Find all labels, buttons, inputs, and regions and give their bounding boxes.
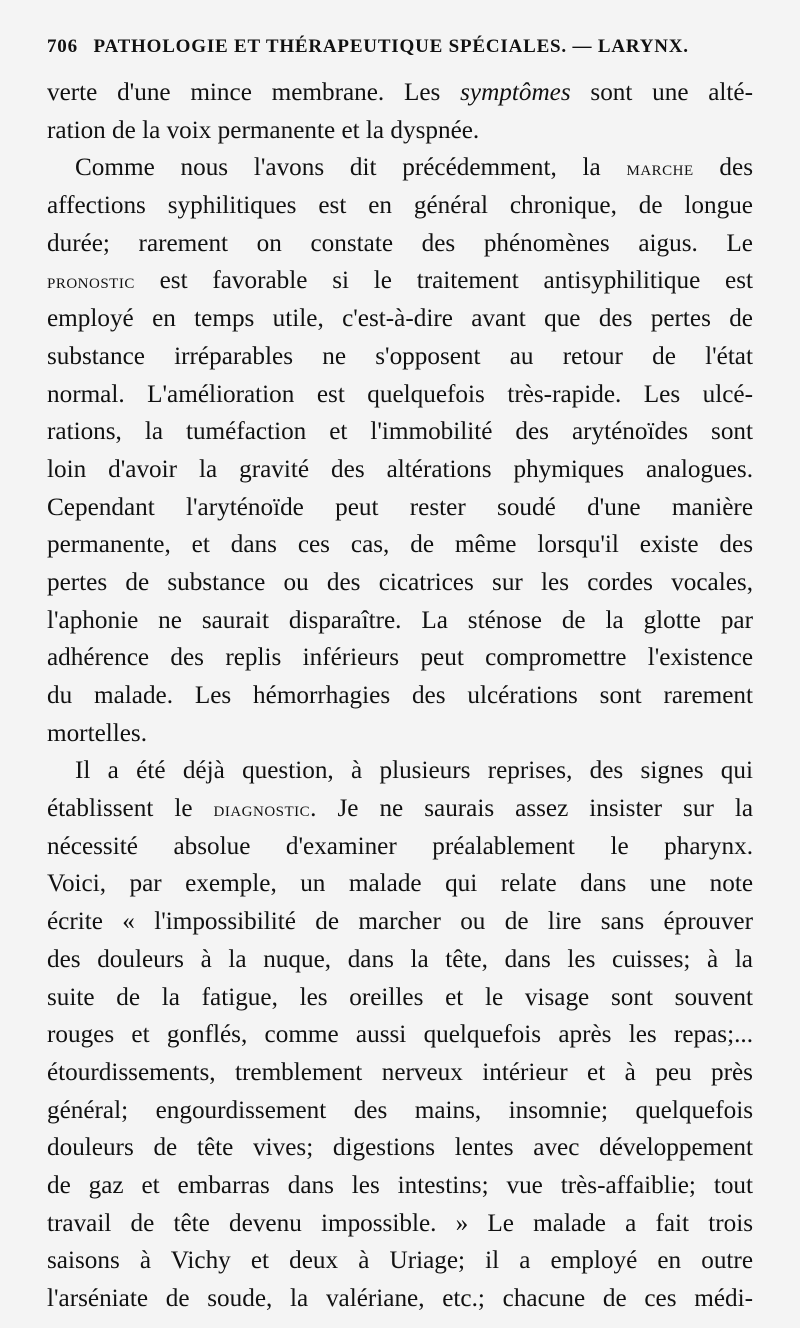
text-run: sont une alté- [570, 79, 753, 106]
text-run: Il a été déjà question, à plusieurs reprises, des signes qui [75, 757, 753, 785]
text-line [47, 865, 753, 903]
text-line [47, 225, 753, 263]
text-run: adhérence des replis inférieurs peut compromettre l'existence [47, 644, 753, 672]
text-run: suite de la fatigue, les oreilles et le visage sont souvent [47, 983, 753, 1011]
text-line [47, 489, 753, 527]
text-run: est favorable si le traitement antisyphilitique est [134, 267, 753, 295]
text-run: écrite « l'impossibilité de marcher ou de lire sans éprouver [47, 908, 753, 936]
text-line [47, 112, 753, 150]
text-line [47, 941, 753, 979]
text-line [47, 1054, 753, 1092]
text-run: rouges et gonflés, comme aussi quelquefois après les repas;... [47, 1021, 753, 1049]
text-run: de gaz et embarras dans les intestins; vue très-affaiblie; tout [47, 1171, 753, 1199]
text-run: étourdissements, tremblement nerveux intérieur et à peu près [47, 1058, 753, 1086]
text-run: . Je ne saurais assez insister sur la [310, 795, 754, 823]
text-line [47, 187, 753, 225]
text-run: mortelles. [47, 719, 148, 747]
text-run: douleurs de tête vives; digestions lentes avec développement [47, 1134, 753, 1162]
body-text [47, 74, 753, 1318]
text-run: verte d'une mince membrane. Les [47, 79, 461, 106]
text-run: nécessité absolue d'examiner préalablement le pharynx. [47, 832, 753, 860]
text-run: pertes de substance ou des cicatrices sur les cordes vocales, [47, 568, 753, 596]
text-run: normal. L'amélioration est quelquefois très-rapide. Les ulcé- [47, 380, 753, 408]
text-run: établissent le [47, 795, 214, 823]
text-run: Voici, par exemple, un malade qui relate dans une note [47, 870, 753, 898]
text-line [47, 262, 753, 300]
text-run: Comme nous l'avons dit précédemment, la [75, 154, 627, 182]
italic-term: symptômes [460, 79, 571, 106]
small-caps-term: pronostic [47, 269, 135, 294]
text-run: saisons à Vichy et deux à Uriage; il a employé en outre [47, 1247, 753, 1275]
text-run: travail de tête devenu impossible. » Le malade a fait trois [47, 1209, 753, 1237]
text-line [47, 903, 753, 941]
text-run: ration de la voix permanente et la dyspnée. [47, 116, 480, 144]
text-line [47, 74, 753, 112]
text-line [47, 979, 753, 1017]
text-line [47, 715, 753, 753]
page-number: 706 [47, 36, 78, 57]
text-line [47, 1205, 753, 1243]
text-line [47, 790, 753, 828]
running-title: PATHOLOGIE ET THÉRAPEUTIQUE SPÉCIALES. — LARYNX. [93, 36, 689, 57]
text-line [47, 1280, 753, 1318]
text-run: employé en temps utile, c'est-à-dire avant que des pertes de [47, 305, 753, 333]
text-line [47, 677, 753, 715]
text-line [47, 564, 753, 602]
text-run: du malade. Les hémorrhagies des ulcérations sont rarement [47, 682, 753, 709]
text-line [47, 752, 753, 790]
text-run: des [693, 154, 754, 182]
text-line [47, 526, 753, 564]
small-caps-term: marche [626, 156, 694, 181]
text-run: affections syphilitiques est en général chronique, de longue [47, 192, 753, 220]
text-line [47, 602, 753, 640]
text-run: Cependant l'aryténoïde peut rester soudé d'une manière [47, 493, 753, 521]
text-run: l'arséniate de soude, la valériane, etc.; chacune de ces médi- [47, 1285, 753, 1312]
text-run: général; engourdissement des mains, insomnie; quelquefois [47, 1096, 753, 1124]
text-run: rations, la tuméfaction et l'immobilité des aryténoïdes sont [47, 418, 753, 446]
text-line [47, 413, 753, 451]
text-run: loin d'avoir la gravité des altérations phymiques analogues. [47, 455, 753, 483]
running-head [47, 36, 767, 58]
text-line [47, 1016, 753, 1054]
text-line [47, 338, 753, 376]
text-line [47, 639, 753, 677]
text-line [47, 1242, 753, 1280]
text-line [47, 1129, 753, 1167]
text-run: permanente, et dans ces cas, de même lorsqu'il existe des [47, 531, 753, 559]
text-line [47, 376, 753, 414]
text-line [47, 1167, 753, 1205]
text-line [47, 828, 753, 866]
text-line [47, 1092, 753, 1130]
text-run: substance irréparables ne s'opposent au retour de l'état [47, 342, 753, 370]
small-caps-term: diagnostic [213, 797, 311, 822]
text-run: des douleurs à la nuque, dans la tête, dans les cuisses; à la [47, 945, 753, 973]
text-run: l'aphonie ne saurait disparaître. La sténose de la glotte par [47, 606, 753, 634]
text-line [47, 451, 753, 489]
text-line [47, 149, 753, 187]
text-line [47, 300, 753, 338]
text-run: durée; rarement on constate des phénomènes aigus. Le [47, 229, 753, 257]
